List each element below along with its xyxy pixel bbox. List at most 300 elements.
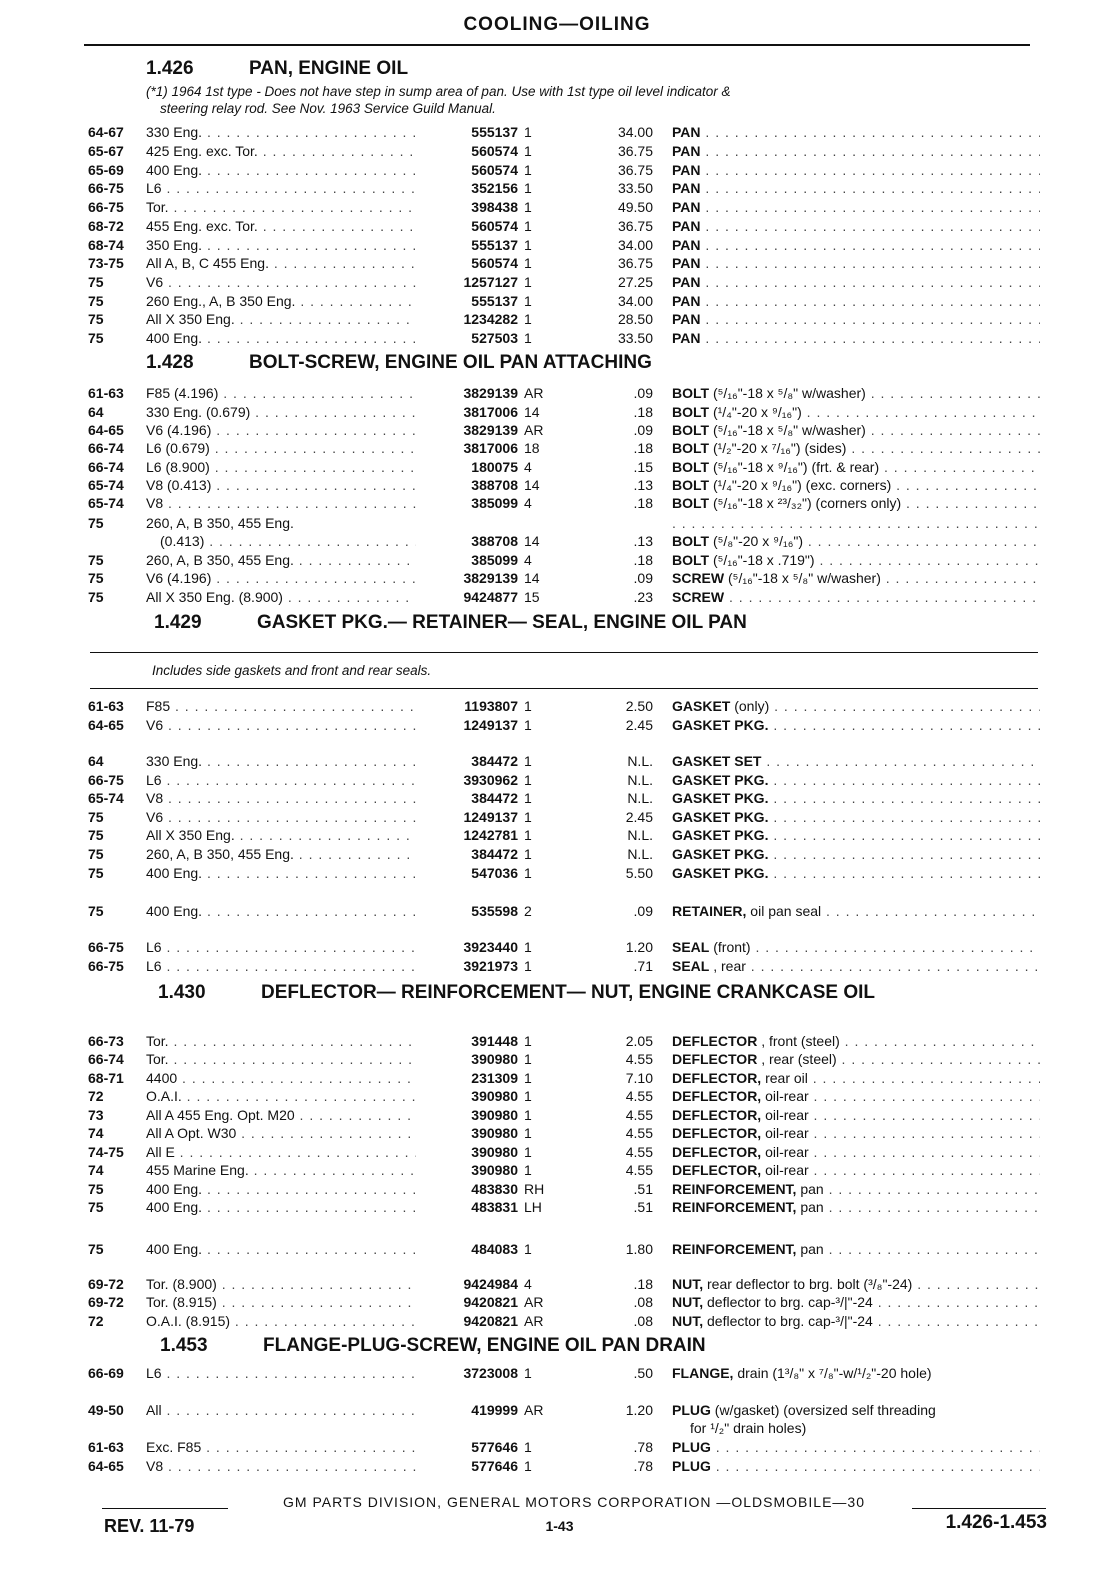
description-name: GASKET PKG.	[672, 846, 769, 862]
description	[672, 1401, 1040, 1419]
model-years: 74	[88, 1162, 104, 1178]
description	[672, 551, 1040, 569]
parts-row	[0, 236, 1119, 254]
application: All A, B, C 455 Eng. . . .	[146, 254, 416, 272]
parts-row	[0, 1457, 1119, 1475]
model-years: 64-65	[88, 422, 124, 438]
quantity: 1	[524, 1458, 532, 1474]
parts-row	[0, 123, 1119, 141]
parts-row	[0, 902, 1119, 920]
description-detail: for ¹/₂" drain holes)	[690, 1420, 807, 1436]
quantity: 1	[524, 958, 532, 974]
quantity: 1	[524, 124, 532, 140]
description-detail: (front)	[709, 939, 751, 955]
quantity: 1	[524, 846, 532, 862]
section-rule	[90, 652, 1038, 653]
description-name: BOLT	[672, 459, 710, 475]
parts-row	[0, 1124, 1119, 1142]
part-number: 1234282	[463, 311, 518, 327]
quantity: 1	[524, 809, 532, 825]
description	[672, 1087, 1040, 1105]
parts-row	[0, 551, 1119, 569]
model-years: 64-67	[88, 124, 124, 140]
price: 36.75	[617, 218, 653, 234]
description	[672, 1312, 1040, 1330]
description-name: REINFORCEMENT,	[672, 1241, 797, 1257]
parts-row	[0, 1198, 1119, 1216]
description	[672, 123, 1040, 141]
model-years: 66-74	[88, 1051, 124, 1067]
description-detail: oil-rear	[761, 1088, 809, 1104]
model-years: 75	[88, 552, 104, 568]
description-name: BOLT	[672, 552, 710, 568]
price: .18	[633, 552, 653, 568]
application: V6 (4.196) . . .	[146, 421, 416, 439]
description-detail: (⁵/₁₆"-18 x ²³/₃₂") (corners only)	[709, 495, 902, 511]
application: 260, A, B 350, 455 Eng. . . .	[146, 845, 416, 863]
model-years: 69-72	[88, 1276, 124, 1292]
description-name: BOLT	[672, 422, 710, 438]
part-number: 231309	[471, 1070, 518, 1086]
parts-row	[0, 1364, 1119, 1382]
parts-row	[0, 292, 1119, 310]
quantity: 1	[524, 753, 532, 769]
description-name: BOLT	[672, 495, 710, 511]
quantity: 15	[524, 589, 540, 605]
application: V8 . . .	[146, 789, 416, 807]
description-name: GASKET PKG.	[672, 790, 769, 806]
description	[672, 1106, 1040, 1124]
price: .18	[633, 495, 653, 511]
description-name: PAN	[672, 199, 701, 215]
quantity: 14	[524, 533, 540, 549]
description-detail: deflector to brg. cap-³/|"-24	[703, 1294, 873, 1310]
quantity: 14	[524, 477, 540, 493]
description	[672, 292, 1040, 310]
parts-row	[0, 1240, 1119, 1258]
part-number: 9420821	[463, 1294, 518, 1310]
model-years: 66-74	[88, 459, 124, 475]
footer-rule-left	[102, 1508, 228, 1509]
parts-row	[0, 808, 1119, 826]
description-name: PAN	[672, 218, 701, 234]
description-name: PAN	[672, 180, 701, 196]
price: 4.55	[625, 1144, 653, 1160]
price: .09	[633, 385, 653, 401]
quantity: 1	[524, 1241, 532, 1257]
application: 4400 . . .	[146, 1069, 416, 1087]
parts-row	[0, 1312, 1119, 1330]
description-detail: , front (steel)	[757, 1033, 840, 1049]
price: 1.20	[625, 939, 653, 955]
model-years: 64-65	[88, 1458, 124, 1474]
section-title	[146, 58, 408, 80]
revision-date: REV. 11-79	[104, 1516, 195, 1536]
parts-row	[0, 771, 1119, 789]
part-number: 384472	[471, 753, 518, 769]
part-number: 484083	[471, 1241, 518, 1257]
description	[672, 1364, 1040, 1382]
parts-row	[0, 716, 1119, 734]
parts-row	[0, 254, 1119, 272]
model-years: 73	[88, 1107, 104, 1123]
model-years: 65-69	[88, 162, 124, 178]
description-name: PAN	[672, 274, 701, 290]
application: 330 Eng. (0.679) . . .	[146, 403, 416, 421]
application: (0.413) . . .	[160, 532, 416, 550]
section-range: 1.426-1.453	[945, 1512, 1047, 1533]
application: 400 Eng. . . .	[146, 902, 416, 920]
section-number: 1.430	[158, 982, 206, 1003]
price: .51	[633, 1181, 653, 1197]
model-years: 69-72	[88, 1294, 124, 1310]
quantity: 1	[524, 1070, 532, 1086]
parts-row	[0, 1275, 1119, 1293]
description	[672, 864, 1040, 882]
price: 34.00	[617, 124, 653, 140]
application: 330 Eng. . . .	[146, 123, 416, 141]
description-detail: (¹/₂"-20 x ⁷/₁₆") (sides)	[709, 440, 847, 456]
application: Tor. (8.915) . . .	[146, 1293, 416, 1311]
section-name: PAN, ENGINE OIL	[249, 58, 409, 79]
quantity: AR	[524, 385, 544, 401]
application: 350 Eng. . . .	[146, 236, 416, 254]
section-name: FLANGE-PLUG-SCREW, ENGINE OIL PAN DRAIN	[263, 1335, 706, 1356]
price: .15	[633, 459, 653, 475]
description-name: SEAL	[672, 939, 710, 955]
application: V8 . . .	[146, 1457, 416, 1475]
description-detail: (⁵/₁₆"-18 x .719")	[709, 552, 815, 568]
application: O.A.I. (8.915) . . .	[146, 1312, 416, 1330]
quantity: 4	[524, 495, 532, 511]
part-number: 390980	[471, 1051, 518, 1067]
parts-row	[0, 864, 1119, 882]
description	[672, 808, 1040, 826]
note-line: (*1) 1964 1st type - Does not have step in sump area of pan. Use with 1st type oil level indicator &	[146, 84, 731, 99]
description-name: BOLT	[672, 440, 710, 456]
quantity: LH	[524, 1199, 542, 1215]
application: F85 (4.196) . . .	[146, 384, 416, 402]
note-line: steering relay rod. See Nov. 1963 Service Guild Manual.	[160, 101, 496, 116]
description	[672, 476, 1040, 494]
application: F85 . . .	[146, 697, 416, 715]
quantity: 1	[524, 698, 532, 714]
quantity: 1	[524, 218, 532, 234]
parts-row	[0, 1419, 1119, 1437]
parts-row	[0, 179, 1119, 197]
description	[672, 179, 1040, 197]
section-title	[154, 612, 747, 634]
application: All X 350 Eng. . . .	[146, 826, 416, 844]
page-header: COOLING—OILING	[463, 14, 651, 35]
quantity: RH	[524, 1181, 545, 1197]
description-name: DEFLECTOR,	[672, 1162, 762, 1178]
price: .18	[633, 1276, 653, 1292]
quantity: 1	[524, 865, 532, 881]
model-years: 75	[88, 274, 104, 290]
parts-row	[0, 217, 1119, 235]
parts-row	[0, 458, 1119, 476]
application: V6 . . .	[146, 716, 416, 734]
price: .50	[633, 1365, 653, 1381]
part-number: 560574	[471, 218, 518, 234]
price: 2.05	[625, 1033, 653, 1049]
quantity: AR	[524, 1402, 544, 1418]
parts-row	[0, 1143, 1119, 1161]
model-years: 73-75	[88, 255, 124, 271]
application: 400 Eng. . . .	[146, 1198, 416, 1216]
description	[672, 1161, 1040, 1179]
description-name: GASKET PKG.	[672, 772, 769, 788]
model-years: 72	[88, 1088, 104, 1104]
description	[672, 1050, 1040, 1068]
price: 1.20	[625, 1402, 653, 1418]
quantity: 4	[524, 459, 532, 475]
quantity: 14	[524, 570, 540, 586]
quantity: 1	[524, 1051, 532, 1067]
price: .13	[633, 533, 653, 549]
description-detail: oil-rear	[761, 1125, 809, 1141]
description-name: SCREW	[672, 589, 725, 605]
quantity: 1	[524, 1144, 532, 1160]
price: 36.75	[617, 162, 653, 178]
model-years: 75	[88, 846, 104, 862]
price: .09	[633, 422, 653, 438]
price: 33.50	[617, 330, 653, 346]
application: O.A.I. . . .	[146, 1087, 416, 1105]
description-detail: (⁵/₁₆"-18 x ⁵/₈" w/washer)	[724, 570, 881, 586]
description	[672, 1032, 1040, 1050]
price: .08	[633, 1313, 653, 1329]
description	[672, 1438, 1040, 1456]
quantity: 1	[524, 274, 532, 290]
parts-row	[0, 310, 1119, 328]
description	[672, 789, 1040, 807]
application: V8 (0.413) . . .	[146, 476, 416, 494]
description-name: NUT,	[672, 1313, 704, 1329]
application: All X 350 Eng. . . .	[146, 310, 416, 328]
part-number: 560574	[471, 162, 518, 178]
application: 260 Eng., A, B 350 Eng. . . .	[146, 292, 416, 310]
section-note	[146, 83, 731, 117]
part-number: 390980	[471, 1107, 518, 1123]
parts-row	[0, 439, 1119, 457]
application: All A Opt. W30 . . .	[146, 1124, 416, 1142]
quantity: 1	[524, 1162, 532, 1178]
description	[672, 403, 1040, 421]
part-number: 560574	[471, 255, 518, 271]
price: .78	[633, 1439, 653, 1455]
description-name: NUT,	[672, 1294, 704, 1310]
quantity: 1	[524, 1365, 532, 1381]
description	[672, 198, 1040, 216]
application: 330 Eng. . . .	[146, 752, 416, 770]
quantity: 1	[524, 772, 532, 788]
application: V6 . . .	[146, 808, 416, 826]
part-number: 555137	[471, 237, 518, 253]
parts-row	[0, 1180, 1119, 1198]
model-years: 75	[88, 311, 104, 327]
description-detail: (¹/₄"-20 x ⁹/₁₆") (exc. corners)	[709, 477, 892, 493]
application: 260, A, B 350, 455 Eng.	[146, 515, 294, 531]
section-title	[158, 982, 875, 1004]
description	[672, 957, 1040, 975]
description-name: SCREW	[672, 570, 725, 586]
description	[672, 938, 1040, 956]
part-number: 9424877	[463, 589, 518, 605]
price: 33.50	[617, 180, 653, 196]
part-number: 3930962	[463, 772, 518, 788]
part-number: 3923440	[463, 939, 518, 955]
description-detail: , rear	[709, 958, 746, 974]
description-name: SEAL	[672, 958, 710, 974]
description-name: DEFLECTOR,	[672, 1125, 762, 1141]
price: N.L.	[627, 790, 653, 806]
quantity: 18	[524, 440, 540, 456]
application: 400 Eng. . . .	[146, 864, 416, 882]
price: 2.45	[625, 809, 653, 825]
parts-row	[0, 588, 1119, 606]
parts-row	[0, 403, 1119, 421]
application: V6 . . .	[146, 273, 416, 291]
description-name: BOLT	[672, 385, 710, 401]
part-number: 385099	[471, 495, 518, 511]
price: 28.50	[617, 311, 653, 327]
quantity: 1	[524, 199, 532, 215]
description-name: RETAINER,	[672, 903, 747, 919]
description-name: DEFLECTOR	[672, 1033, 758, 1049]
model-years: 61-63	[88, 385, 124, 401]
part-number: 3829139	[463, 570, 518, 586]
quantity: 1	[524, 330, 532, 346]
footer-publisher: GM PARTS DIVISION, GENERAL MOTORS CORPORATION —OLDSMOBILE—30	[283, 1494, 865, 1510]
description-name: DEFLECTOR,	[672, 1088, 762, 1104]
part-number: 388708	[471, 533, 518, 549]
price: 4.55	[625, 1125, 653, 1141]
model-years: 66-75	[88, 958, 124, 974]
parts-row	[0, 569, 1119, 587]
section-name: BOLT-SCREW, ENGINE OIL PAN ATTACHING	[249, 352, 652, 373]
description	[672, 439, 1040, 457]
application: V8 . . .	[146, 494, 416, 512]
part-number: 180075	[471, 459, 518, 475]
price: .08	[633, 1294, 653, 1310]
price: 34.00	[617, 237, 653, 253]
description-name: PAN	[672, 237, 701, 253]
part-number: 1249137	[463, 717, 518, 733]
description-detail: pan	[796, 1181, 824, 1197]
parts-row	[0, 532, 1119, 550]
quantity: 1	[524, 790, 532, 806]
parts-row	[0, 476, 1119, 494]
application: 455 Marine Eng. . . .	[146, 1161, 416, 1179]
description-detail: (⁵/₁₆"-18 x ⁵/₈" w/washer)	[709, 385, 866, 401]
application: 455 Eng. exc. Tor. . . .	[146, 217, 416, 235]
parts-row	[0, 494, 1119, 512]
price: .23	[633, 589, 653, 605]
parts-row	[0, 142, 1119, 160]
application: All . . .	[146, 1401, 416, 1419]
application: 400 Eng. . . .	[146, 1180, 416, 1198]
description-name: PAN	[672, 162, 701, 178]
price: N.L.	[627, 827, 653, 843]
description	[672, 1143, 1040, 1161]
section-number: 1.426	[146, 58, 194, 79]
model-years: 75	[88, 1181, 104, 1197]
model-years: 66-75	[88, 199, 124, 215]
application: 425 Eng. exc. Tor. . . .	[146, 142, 416, 160]
parts-row	[0, 1401, 1119, 1419]
section-rule	[90, 688, 1038, 689]
quantity: AR	[524, 1313, 544, 1329]
part-number: 555137	[471, 124, 518, 140]
model-years: 66-73	[88, 1033, 124, 1049]
parts-row	[0, 1032, 1119, 1050]
part-number: 3829139	[463, 385, 518, 401]
model-years: 75	[88, 589, 104, 605]
parts-row	[0, 161, 1119, 179]
part-number: 419999	[471, 1402, 518, 1418]
header-rule	[84, 44, 1030, 46]
part-number: 1242781	[463, 827, 518, 843]
quantity: 1	[524, 162, 532, 178]
description-name: DEFLECTOR	[672, 1051, 758, 1067]
section-name: GASKET PKG.— RETAINER— SEAL, ENGINE OIL PAN	[257, 612, 747, 633]
part-number: 385099	[471, 552, 518, 568]
description	[672, 142, 1040, 160]
quantity: 1	[524, 1033, 532, 1049]
model-years: 65-67	[88, 143, 124, 159]
part-number: 577646	[471, 1458, 518, 1474]
application: All X 350 Eng. (8.900) . . .	[146, 588, 416, 606]
application: L6 . . .	[146, 771, 416, 789]
parts-row	[0, 957, 1119, 975]
application: 400 Eng. . . .	[146, 1240, 416, 1258]
description	[672, 514, 1040, 532]
model-years: 68-74	[88, 237, 124, 253]
part-number: 388708	[471, 477, 518, 493]
quantity: 1	[524, 939, 532, 955]
parts-row	[0, 329, 1119, 347]
description-name: GASKET PKG.	[672, 827, 769, 843]
part-number: 527503	[471, 330, 518, 346]
section-number: 1.428	[146, 352, 194, 373]
description-name: REINFORCEMENT,	[672, 1199, 797, 1215]
price: N.L.	[627, 846, 653, 862]
price: 7.10	[625, 1070, 653, 1086]
model-years: 68-71	[88, 1070, 124, 1086]
price: .09	[633, 570, 653, 586]
model-years: 64	[88, 753, 104, 769]
quantity: 1	[524, 827, 532, 843]
quantity: 1	[524, 237, 532, 253]
quantity: 1	[524, 143, 532, 159]
parts-row	[0, 752, 1119, 770]
description-detail: (¹/₄"-20 x ⁹/₁₆")	[709, 404, 802, 420]
description-detail: (w/gasket) (oversized self threading	[710, 1402, 936, 1418]
model-years: 75	[88, 515, 104, 531]
application: V6 (4.196) . . .	[146, 569, 416, 587]
description	[672, 254, 1040, 272]
description	[672, 1069, 1040, 1087]
part-number: 3817006	[463, 440, 518, 456]
description	[672, 310, 1040, 328]
description	[672, 826, 1040, 844]
part-number: 577646	[471, 1439, 518, 1455]
description-name: GASKET	[672, 698, 731, 714]
application: L6 . . .	[146, 938, 416, 956]
description	[672, 236, 1040, 254]
